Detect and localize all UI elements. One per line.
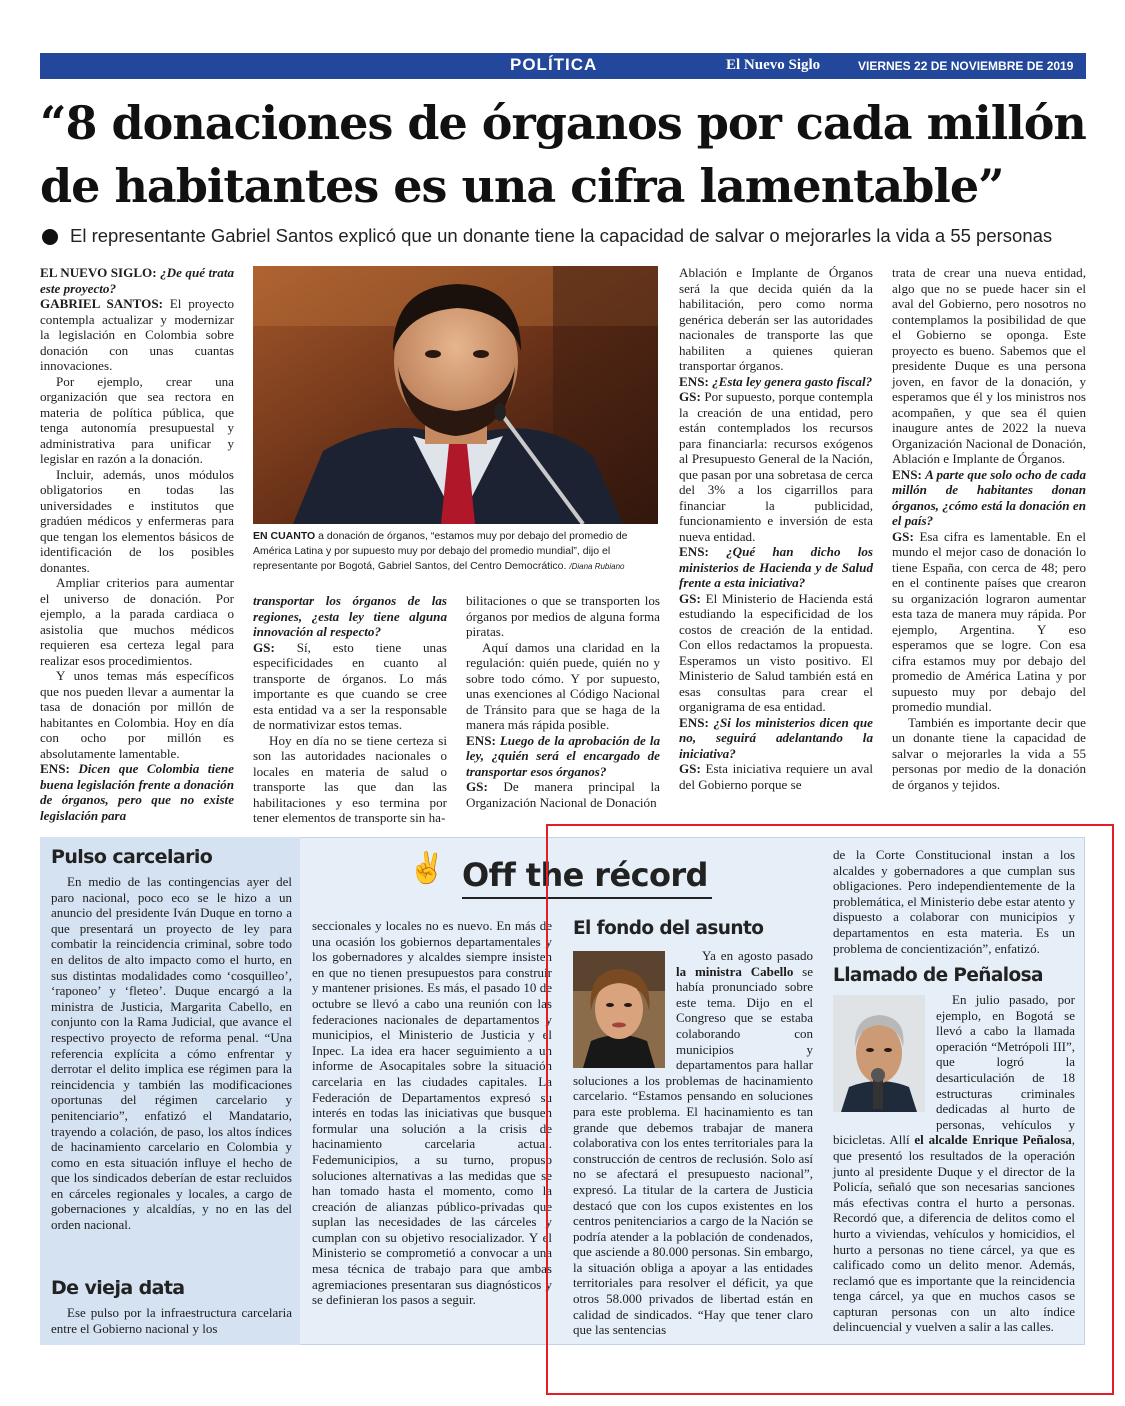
paragraph: GABRIEL SANTOS: El proyecto contempla actualizar y modernizar la legislación en Colombia sobre donación con unas cuantas innovaciones. bbox=[40, 296, 235, 373]
paragraph: ENS: ¿Si los ministerios dicen que no, seguirá adelantando la iniciativa? bbox=[679, 714, 873, 761]
vieja-title: De vieja data bbox=[51, 1277, 185, 1299]
paragraph: También es importante decir que un donante tiene la capacidad de salvar o mejorarles la vida a 55 personas por medio de la donación de órganos y tejidos. bbox=[892, 714, 1086, 792]
caption-lead: EN CUANTO bbox=[253, 530, 316, 542]
paragraph: Por ejemplo, crear una organización que sea rectora en materia de política pública, que tenga autonomía presupuestal y administrativa para unificar y legislar en razón a la donación. bbox=[40, 373, 234, 466]
photo-gabriel-santos bbox=[253, 266, 658, 524]
paragraph: GS: Por supuesto, porque contempla la creación de una entidad, pero están contemplados los recursos para financiarla: recursos exógenos al Presupuesto General de la Nación, que pasan por una sobretasa de cerca del 3% a los cigarrillos para financiar la publicidad, funcionamiento e inversión de esta nueva entidad. bbox=[679, 389, 873, 544]
newspaper-logo: El Nuevo Siglo bbox=[726, 57, 821, 73]
paragraph: EL NUEVO SIGLO: ¿De qué trata este proyecto? bbox=[40, 265, 234, 296]
fondo-title: El fondo del asunto bbox=[573, 918, 764, 939]
paragraph: Y unos temas más específicos que nos pueden llevar a aumentar la tasa de donación por millón de habitantes en Colombia. Hoy en día con ocho por millón es absolutamente lamentable. bbox=[40, 668, 234, 761]
paragraph: Incluir, además, unos módulos obligatorios en todas las universidades e institutos que gradúen médicos y enfermeras para que tengan los elementos básicos de identificación de los posibles donantes. bbox=[40, 466, 234, 575]
headline bbox=[40, 92, 1100, 218]
paragraph: GS: Sí, esto tiene unas especificidades en cuanto al transporte de órganos. Lo más importante es que cuando se cree esta entidad va a ser la responsable de normativizar estos temas. bbox=[253, 639, 447, 732]
penalosa-text: En julio pasado, por ejemplo, en Bogotá se llevó a cabo la llamada operación “Metrópoli III”, que logró la desarticulación de 18 estructuras criminales dedicadas al hurto de personas, vehículos y bicicletas. Allí el alcalde Enrique Peñalosa, que presentó los resultados de la operación junto al presidente Duque y el director de la Policía, señaló que son necesarias sanciones más efectivas contra el hurto a personas. Recordó que, a diferencia de delitos como el hurto a viviendas, vehículos y homicidios, el hurto a personas no tiene cárcel, ya que es calificado como un delito menor. Además, reclamó que es importante que la reincidencia tenga cárcel, ya que en muchos casos se capturan personas con un alto índice delincuencial y vuelven a salir a las calles. bbox=[833, 992, 1075, 1335]
photo-caption bbox=[253, 529, 658, 574]
paragraph: ENS: Dicen que Colombia tiene buena legislación frente a donación de órganos, pero que no existe legislación para bbox=[40, 761, 234, 823]
pulso-title: Pulso carcelario bbox=[51, 846, 213, 868]
subheadline: El representante Gabriel Santos explicó que un donante tiene la capacidad de salvar o mejorarles la vida a 55 personas bbox=[70, 225, 1053, 246]
highlight-frame bbox=[546, 824, 1114, 1395]
photo-credit: /Diana Rubiano bbox=[569, 562, 625, 571]
paragraph: ENS: A parte que solo ocho de cada millón de habitantes donan órganos, ¿cómo está la donación en el país? bbox=[892, 466, 1086, 528]
paragraph: ENS: ¿Qué han dicho los ministerios de Hacienda y de Salud frente a esta iniciativa? bbox=[679, 544, 873, 590]
box-column-4-top: de la Corte Constitucional instan a los alcaldes y gobernadores a que cumplan sus obligaciones. Pero independientemente de la problemática, el Ministerio debe estar atento y dispuesto a colaborar con municipios y departamentos en esta materia. Es un problema de concientización”, enfatizó. bbox=[833, 847, 1075, 956]
paragraph: Ampliar criterios para aumentar el universo de donación. Por ejemplo, a la parada cardiaca o asistolia que muchos médicos requieren esa certeza legal para realizar esos procedimientos. bbox=[40, 575, 234, 668]
article-column-4 bbox=[679, 265, 873, 792]
pulso-text: En medio de las contingencias ayer del paro nacional, poco eco se le hizo a un anuncio del presidente Iván Duque en torno a que presentará un proyecto de ley para combatir la reincidencia criminal, sobre todo en delitos de alto impacto como el hurto, en sus distintas modalidades como ‘cosquilleo’, ‘raponeo’ y ‘fleteo’. Duque encargó a la ministra de Justicia, Margarita Cabello, en conjunto con la Rama Judicial, que avance el respectivo proyecto de reforma penal. “Una referencia explícita a cómo enfrentar y derrotar el delito implica ese régimen para la reincidencia y también las modificaciones oportunas del régimen carcelario y penitenciario”, enfatizó el Mandatario, trayendo a colación, de paso, los altos índices de hacinamiento carcelario en Colombia y como en esta situación influye el hecho de que los sindicados deberían de estar recluidos en cárceles regionales y locales, a cargo de gobernaciones y alcaldías, y no en las del orden nacional. bbox=[51, 874, 292, 1233]
article-column-1 bbox=[40, 265, 234, 823]
paragraph: Hoy en día no se tiene certeza si son las autoridades nacionales o locales en materia de salud o transporte las que dan las habilitaciones y eso termina por tener elementos de transporte sin ha- bbox=[253, 732, 447, 825]
bullet-icon bbox=[42, 229, 58, 245]
caption-text: a donación de órganos, “estamos muy por debajo del promedio de América Latina y por supuesto muy por debajo del promedio mundial”, dijo el representante por Bogotá, Gabriel Santos, del Centro Democrático. bbox=[253, 530, 628, 572]
paragraph: ENS: Luego de la aprobación de la ley, ¿quién será el encargado de transportar esos órganos? bbox=[466, 732, 660, 779]
article-column-3 bbox=[466, 593, 660, 810]
paragraph: GS: Esta iniciativa requiere un aval del Gobierno porque se bbox=[679, 761, 873, 792]
box-column-2: seccionales y locales no es nuevo. En más de una ocasión los gobiernos departamentales y los gobernadores y alcaldes siempre insisten en que no tienen presupuestos para construir y mantener prisiones. Es más, el pasado 10 de octubre se llevó a cabo una reunión con las federaciones nacionales de departamentos y municipios, el Ministerio de Justicia y el Inpec. La idea era hacer seguimiento a un informe de Asocapitales sobre la situación carcelaria en las ciudades capitales. La Federación de Departamentos expresó su interés en todas las iniciativas que busquen formular una solución a la crisis de hacinamiento carcelaria actual. Fedemunicipios, a su turno, propuso soluciones alternativas a las medidas que se han tomado hasta el momento, como la creación de alianzas público-privadas que suplan las necesidades de las cárceles y cumplan con su objetivo resocializador. Y el Ministerio se comprometió a convocar a una mesa técnica de trabajo para que ambas agremiaciones presentaran sus diagnósticos y se definieran los pasos a seguir. bbox=[312, 918, 552, 1308]
headline-line-1: “8 donaciones de órganos por cada millón bbox=[40, 96, 1086, 150]
box-title: Off the récord bbox=[462, 856, 708, 894]
victory-hand-icon: ✌ bbox=[408, 852, 446, 885]
paragraph: GS: De manera principal la Organización Nacional de Donación bbox=[466, 779, 660, 810]
headline-line-2: de habitantes es una cifra lamentable” bbox=[40, 159, 1004, 213]
penalosa-title: Llamado de Peñalosa bbox=[833, 965, 1043, 986]
article-column-2 bbox=[253, 593, 447, 826]
page-number: 13A bbox=[1086, 54, 1121, 75]
portrait-illustration bbox=[253, 266, 658, 524]
vieja-text: Ese pulso por la infraestructura carcelaria entre el Gobierno nacional y los bbox=[51, 1305, 292, 1336]
paragraph: Ablación e Implante de Órganos será la que decida quién da la habilitación, pero como norma genérica deberán ser las autoridades nacionales de transporte las que habiliten a quienes quieran transportar órganos. bbox=[679, 265, 873, 373]
paragraph: GS: Esa cifra es lamentable. En el mundo el mejor caso de donación lo tiene España, con cerca de 48; pero en el continente países que crearon su organización lograron aumentar esta taza de manera muy rápida. Por ejemplo, Argentina. Y eso esperamos que se logre. Con esa cifra estamos muy por debajo del promedio de América Latina y por supuesto muy por debajo del promedio mundial. bbox=[892, 528, 1086, 714]
page-header bbox=[40, 53, 1121, 79]
paragraph: ENS: ¿Esta ley genera gasto fiscal? bbox=[679, 373, 873, 389]
paragraph: transportar los órganos de las regiones, ¿esta ley tiene alguna innovación al respecto? bbox=[253, 593, 447, 639]
paragraph: GS: El Ministerio de Hacienda está estudiando la especificidad de los costos de creación de la entidad. Con ellos redactamos la propuesta. Esperamos un visto positivo. El Ministerio de Salud también está en esas consultas para crear el organigrama de esa entidad. bbox=[679, 590, 873, 714]
paragraph: bilitaciones o que se transporten los órganos por medios de alguna forma piratas. bbox=[466, 593, 660, 639]
paragraph: Aquí damos una claridad en la regulación: quién puede, quién no y sobre todo cómo. Y por supuesto, unas exenciones al Código Nacional de Tránsito para que se haga de la manera más rápida posible. bbox=[466, 639, 660, 732]
section-label: POLÍTICA bbox=[510, 55, 598, 74]
article-column-5 bbox=[892, 265, 1086, 792]
fondo-text: Ya en agosto pasado la ministra Cabello se había pronunciado sobre este tema. Dijo en el Congreso que se estaba colaborando con municipios y departamentos para hallar soluciones a los problemas de hacinamiento carcelario. “Estamos pensando en soluciones para este problema. El hacinamiento es tan grande que debemos trabajar de manera colaborativa con los entes territoriales para la construcción de centros de reclusión. Solo así no se afectará el presupuesto nacional”, expresó. La titular de la cartera de Justicia destacó que con los cupos existentes en los centros penitenciarios a cargo de la Nación se podría atender a la población de condenados, que asciende a 80.000 personas. Sin embargo, la situación obliga a apoyar a las entidades territoriales para resolver el déficit, ya que otros 58.000 privados de libertad están en calidad de sindicados. “Hay que tener claro que las sentencias bbox=[573, 948, 813, 1338]
paragraph: trata de crear una nueva entidad, algo que no se puede hacer sin el aval del Gobierno, pero nosotros no contemplamos la posibilidad de que el Gobierno se oponga. Este proyecto es bueno. Sabemos que el presidente Duque es una persona joven, en favor de la donación, y esperamos que él y los ministros nos acompañen, y que sea él quien inaugure antes de 2022 la nueva Organización Nacional de Donación, Ablación e Implante de Órganos. bbox=[892, 265, 1086, 466]
issue-date: VIERNES 22 DE NOVIEMBRE DE 2019 bbox=[858, 59, 1074, 73]
